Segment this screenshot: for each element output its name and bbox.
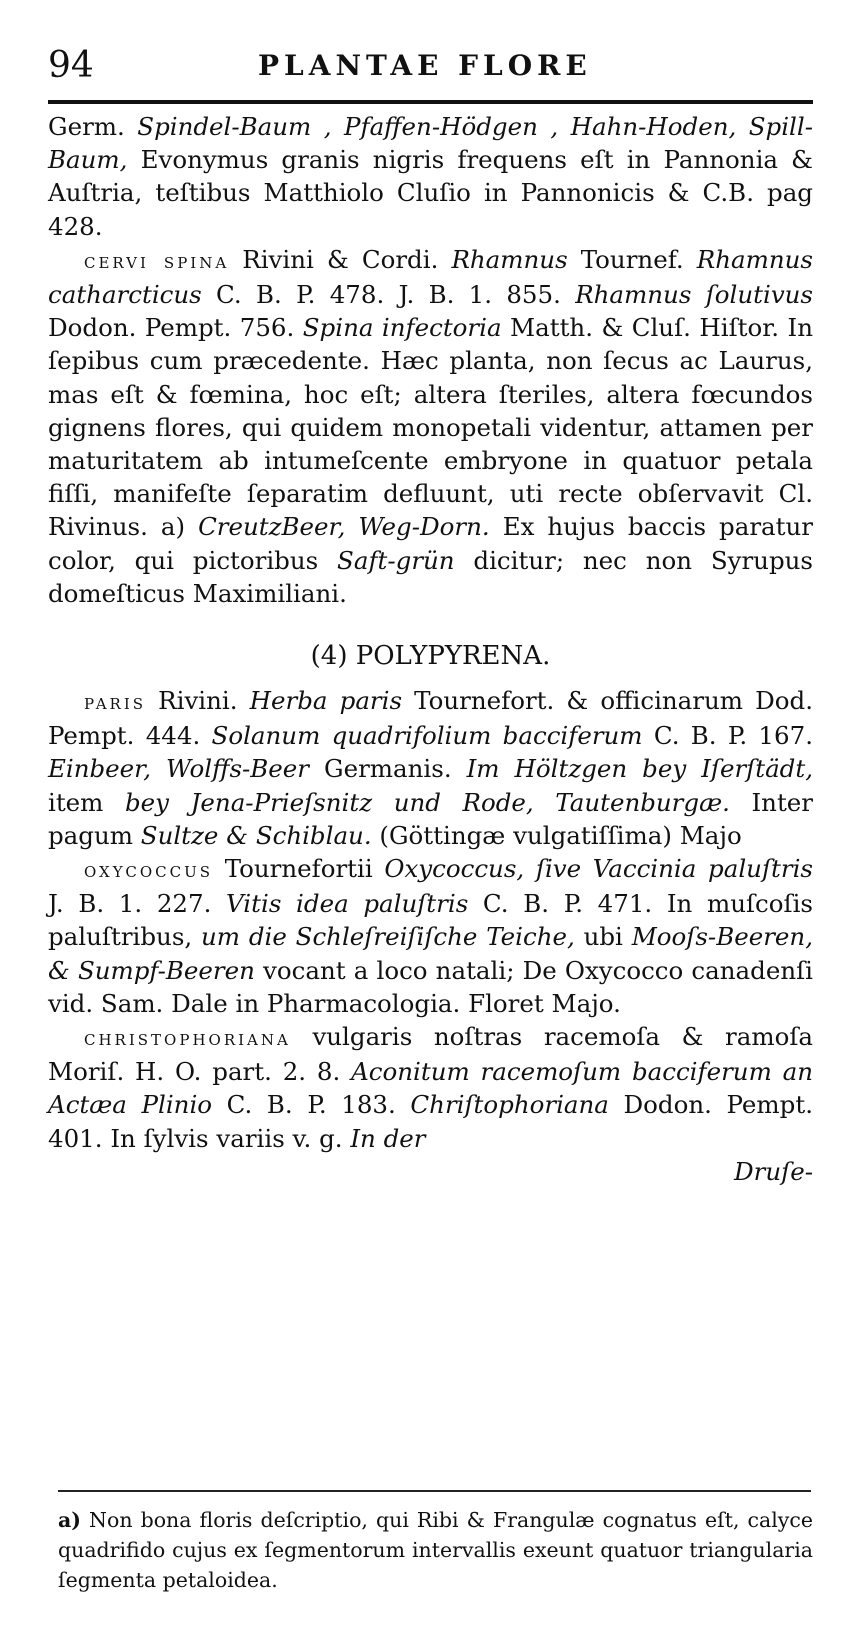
text-run: Inter pagum bbox=[48, 787, 813, 850]
paragraph-oxycoccus bbox=[48, 852, 813, 1020]
text-run: Germ. bbox=[48, 112, 138, 141]
italic-run: bey Jena-Prieſsnitz und Rode, Tautenburgæ. bbox=[125, 787, 730, 817]
catchword: Druſe- bbox=[734, 1156, 813, 1186]
text-run: Ex hujus baccis paratur color, qui pictoribus bbox=[48, 512, 813, 575]
page-header bbox=[48, 42, 808, 90]
text-run: Matth. & Cluſ. Hiſtor. In ſepibus cum præcedente. Hæc planta, non ſecus ac Laurus, mas eſt & fœmina, hoc eſt; altera ſteriles, altera fœcundos gignens flores, qui quidem monopetali videntur, attamen per maturitatem ab intumeſcente embryone in quatuor petala fiſſi, manifeſte ſeparatim defluunt, uti recte obſervavit Cl. Rivinus. a) bbox=[48, 313, 813, 542]
entry-term: christophoriana bbox=[84, 1026, 291, 1051]
text-run: vocant a loco natali; De Oxycocco canadenſi vid. Sam. Dale in Pharmacologia. Floret Majo. bbox=[48, 955, 813, 1018]
text-run: C. B. P. 167. bbox=[642, 721, 813, 751]
italic-run: Vitis idea paluſtris bbox=[226, 889, 469, 919]
paragraph-paris bbox=[48, 684, 813, 852]
text-run: Tournef. bbox=[567, 244, 697, 274]
text-run: Rivini. bbox=[146, 686, 250, 716]
entry-term: oxycoccus bbox=[84, 858, 213, 883]
entry-term: cervi spina bbox=[84, 248, 230, 273]
text-run: Tournefort. & officinarum Dod. Pempt. 444. bbox=[48, 686, 813, 751]
paragraph-evonymus bbox=[48, 110, 813, 243]
text-run: Evonymus granis nigris frequens eſt in Pannonia & Auſtria, teſtibus Matthiolo Cluſio in Pannonicis & C.B. pag 428. bbox=[48, 145, 813, 241]
italic-run: um die Schleſreiſiſche Teiche, bbox=[201, 922, 575, 952]
text-run: C. B. P. 478. J. B. 1. 855. bbox=[201, 280, 576, 310]
italic-run: Chriſtophoriana bbox=[410, 1090, 609, 1120]
italic-run: Rhamnus ſolutivus bbox=[575, 280, 814, 310]
italic-run: In der bbox=[350, 1123, 426, 1153]
italic-run: Mooſs-Beeren, & Sumpf-Beeren bbox=[48, 922, 813, 985]
text-run: (Göttingæ vulgatiſſima) Majo bbox=[371, 820, 742, 850]
paragraph-cervi-spina bbox=[48, 243, 813, 610]
italic-run: Rhamnus bbox=[451, 244, 568, 274]
italic-run: Saft-grün bbox=[337, 545, 455, 575]
text-run: Germanis. bbox=[309, 754, 467, 784]
text-run: dicitur; nec non Syrupus domeſticus Maximiliani. bbox=[48, 545, 813, 608]
footnote bbox=[58, 1505, 813, 1595]
italic-run: Solanum quadrifolium bacciferum bbox=[211, 721, 643, 751]
paragraph-christophoriana bbox=[48, 1020, 813, 1155]
text-run: C. B. P. 183. bbox=[212, 1090, 411, 1120]
italic-run: Aconitum racemoſum bacciferum an Actæa Plinio bbox=[48, 1057, 814, 1120]
entry-term: paris bbox=[84, 690, 147, 715]
text-run: Tournefortii bbox=[213, 854, 385, 884]
footnote-rule bbox=[58, 1490, 811, 1492]
header-rule bbox=[48, 100, 813, 104]
text-run: J. B. 1. 227. bbox=[48, 889, 227, 919]
italic-run: Herba paris bbox=[249, 686, 403, 716]
italic-run: Spina infectoria bbox=[302, 313, 502, 343]
text-run: vulgaris noſtras racemoſa & ramoſa Moriſ. H. O. part. 2. 8. bbox=[48, 1022, 813, 1087]
text-run: Rivini & Cordi. bbox=[229, 244, 452, 274]
italic-run: Sultze & Schiblau. bbox=[140, 820, 372, 850]
italic-run: Spindel-Baum , Pfaffen-Hödgen , Hahn-Hoden, Spill-Baum, bbox=[48, 112, 813, 175]
footnote-text: Non bona floris deſcriptio, qui Ribi & Frangulæ cognatus eſt, calyce quadrifido cujus ex ſegmentorum intervallis exeunt quatuor triangularia ſegmenta petaloidea. bbox=[58, 1508, 813, 1592]
text-run: C. B. P. 471. In muſcoſis paluſtribus, bbox=[48, 889, 813, 952]
italic-run: Im Höltzgen bey Iſerſtädt, bbox=[466, 754, 813, 784]
italic-run: CreutzBeer, Weg-Dorn. bbox=[198, 512, 490, 542]
text-run: item bbox=[48, 787, 125, 817]
text-run: Dodon. Pempt. 401. In ſylvis variis v. g. bbox=[48, 1090, 813, 1153]
running-title: PLANTAE FLORE bbox=[258, 49, 592, 82]
italic-run: Einbeer, Wolffs-Beer bbox=[48, 754, 310, 784]
text-run: ubi bbox=[574, 922, 632, 952]
catchword-line bbox=[48, 1155, 813, 1188]
page-number: 94 bbox=[48, 45, 94, 86]
section-heading: (4) POLYPYRENA. bbox=[310, 641, 551, 672]
italic-run: Rhamnus catharcticus bbox=[48, 244, 813, 310]
footnote-mark: a) bbox=[58, 1508, 81, 1532]
text-run: Dodon. Pempt. 756. bbox=[48, 313, 303, 343]
main-text bbox=[48, 110, 813, 1188]
italic-run: Oxycoccus, ſive Vaccinia paluſtris bbox=[384, 854, 813, 884]
